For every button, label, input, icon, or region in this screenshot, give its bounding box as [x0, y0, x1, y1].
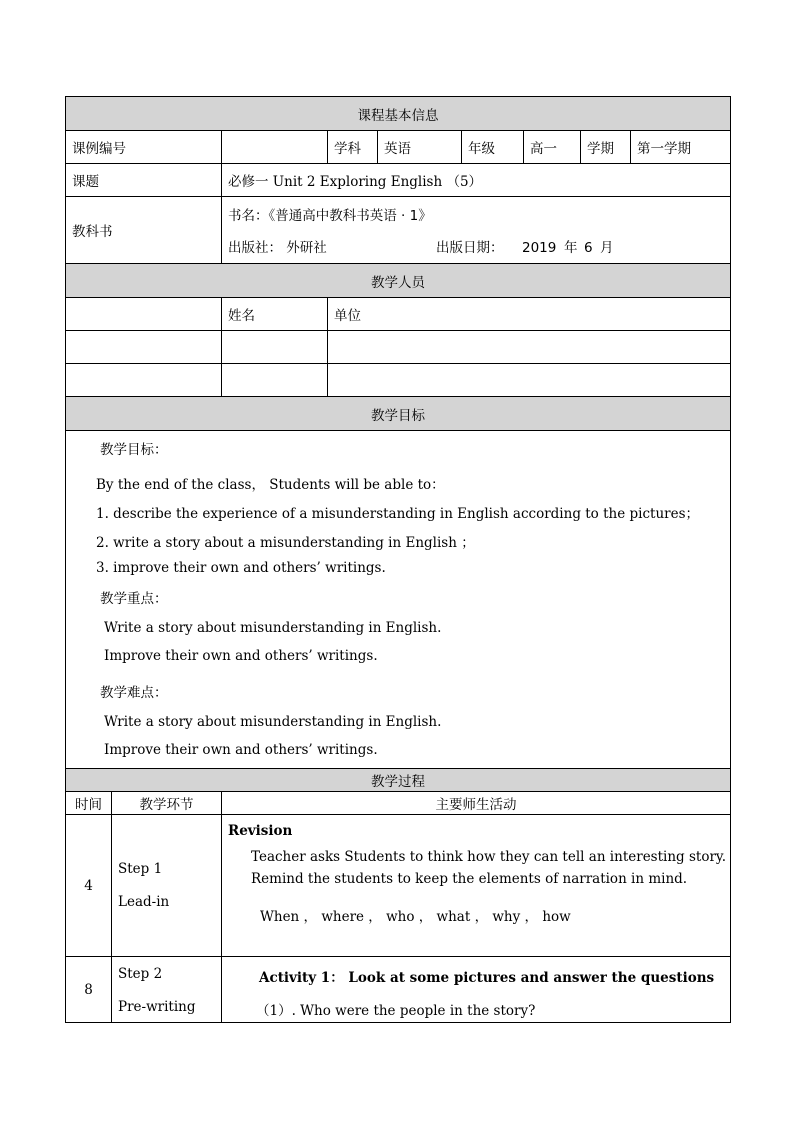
step-time: 8 [66, 957, 112, 1023]
col-time: 时间 [66, 792, 112, 815]
table-row [66, 815, 731, 957]
term-value: 第一学期 [631, 131, 731, 164]
process-header: 教学过程 [66, 769, 731, 792]
difficult-label: 教学难点： [100, 685, 168, 701]
grade-label: 年级 [462, 131, 524, 164]
lesson-info-table [65, 96, 731, 769]
objective-item: 3. improve their own and others’ writings. [96, 560, 386, 576]
key-point: Improve their own and others’ writings. [104, 648, 378, 664]
key-points-label: 教学重点： [100, 591, 168, 607]
stage-name: Lead-in [118, 894, 170, 910]
process-table [65, 768, 731, 1023]
objectives-intro: By the end of the class， Students will be able to： [96, 477, 445, 493]
course-code-value [222, 131, 328, 164]
stage-name: Pre-writing [118, 999, 196, 1015]
step-activity [222, 957, 731, 1023]
textbook-label: 教科书 [66, 197, 222, 264]
step-number: Step 2 [118, 966, 163, 982]
basic-info-header: 课程基本信息 [66, 97, 731, 131]
difficult-point: Improve their own and others’ writings. [104, 742, 378, 758]
month-char: 月 [600, 240, 614, 256]
pub-year: 2019 [522, 240, 557, 256]
step-stage [112, 957, 222, 1023]
step-time: 4 [66, 815, 112, 957]
activity-title: Revision [228, 823, 293, 839]
col-stage: 教学环节 [112, 792, 222, 815]
difficult-point: Write a story about misunderstanding in English. [104, 714, 442, 730]
activity-line: Remind the students to keep the elements of narration in mind. [251, 871, 688, 887]
textbook-details [222, 197, 731, 264]
objective-item: 1. describe the experience of a misunderstanding in English according to the pictures； [96, 506, 700, 522]
goals-content [66, 431, 731, 769]
staff-name-label: 姓名 [222, 298, 328, 331]
step-number: Step 1 [118, 861, 163, 877]
term-label: 学期 [581, 131, 631, 164]
staff-header: 教学人员 [66, 264, 731, 298]
grade-value: 高一 [524, 131, 581, 164]
col-activity: 主要师生活动 [222, 792, 731, 815]
goals-header: 教学目标 [66, 397, 731, 431]
table-row [66, 957, 731, 1023]
course-code-label: 课例编号 [66, 131, 222, 164]
year-char: 年 [564, 240, 578, 256]
subject-label: 学科 [328, 131, 378, 164]
activity-line: （1）. Who were the people in the story? [256, 1003, 536, 1019]
pub-month: 6 [584, 240, 593, 256]
narration-elements: When ， where ， who ， what ， why ， how [260, 909, 571, 925]
publisher: 出版社： 外研社 [228, 240, 327, 256]
activity-title: Activity 1： Look at some pictures and answer the questions [259, 970, 715, 986]
step-activity [222, 815, 731, 957]
staff-unit-label: 单位 [328, 298, 731, 331]
pub-date-label: 出版日期： [436, 240, 504, 256]
topic-label: 课题 [66, 164, 222, 197]
key-point: Write a story about misunderstanding in English. [104, 620, 442, 636]
objective-item: 2. write a story about a misunderstanding in English ； [96, 535, 475, 551]
topic-value: 必修一 Unit 2 Exploring English （5） [222, 164, 731, 197]
objectives-label: 教学目标： [100, 442, 168, 458]
step-stage [112, 815, 222, 957]
activity-line: Teacher asks Students to think how they can tell an interesting story. [251, 849, 727, 865]
publisher-line [228, 236, 724, 256]
book-name: 书名：《普通高中教科书英语 · 1》 [228, 208, 432, 224]
subject-value: 英语 [378, 131, 462, 164]
